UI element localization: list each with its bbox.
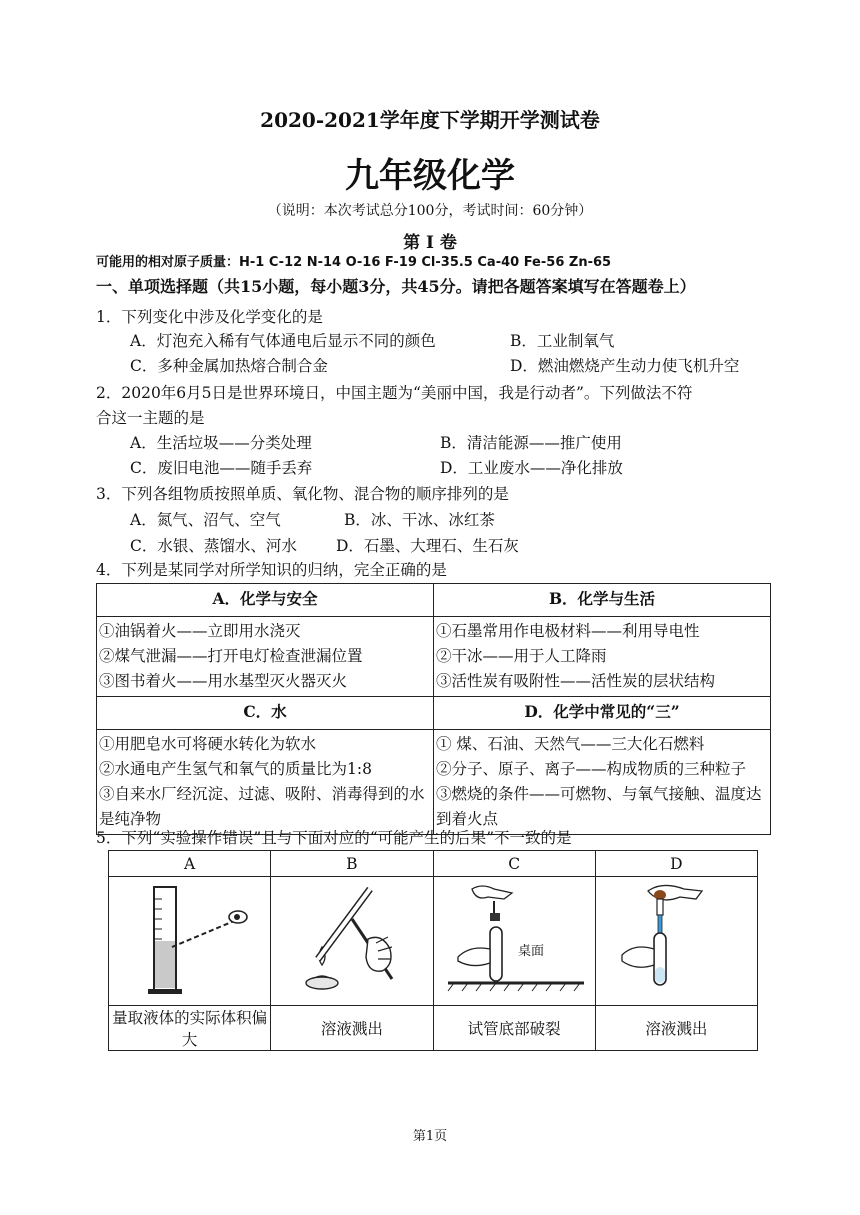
q3-option-d: D．石墨、大理石、生石灰	[336, 537, 519, 555]
exam-subtitle: 2020-2021学年度下学期开学测试卷	[260, 108, 600, 132]
q2-stem-line1: 2．2020年6月5日是世界环境日，中国主题为“美丽中国，我是行动者”。下列做法不符	[96, 384, 693, 402]
q5-result-d: 溶液溅出	[595, 1006, 757, 1051]
q2-option-c: C．废旧电池——随手丢弃	[130, 459, 313, 477]
q2-option-a: A．生活垃圾——分类处理	[130, 434, 312, 452]
q4-b-line: ③活性炭有吸附性——活性炭的层状结构	[436, 672, 716, 690]
exam-title: 九年级化学	[345, 156, 515, 196]
q4-d-line: ②分子、原子、离子——构成物质的三种粒子	[436, 760, 747, 778]
q4-cell-a	[97, 617, 434, 697]
dropper-test-tube-illustration	[596, 879, 756, 999]
q4-table	[96, 583, 771, 835]
q3-option-b: B．冰、干冰、冰红茶	[344, 511, 495, 529]
q4-c-line: ②水通电产生氢气和氧气的质量比为1:8	[99, 760, 372, 778]
q4-cell-c	[97, 730, 434, 835]
q1-option-c: C．多种金属加热熔合制合金	[130, 357, 328, 375]
volume-label: 第 I 卷	[403, 233, 457, 253]
desk-label: 桌面	[518, 944, 545, 959]
q4-head-d: D．化学中常见的“三”	[434, 697, 771, 730]
q4-stem: 4．下列是某同学对所学知识的归纳，完全正确的是	[96, 561, 447, 579]
q4-b-line: ①石墨常用作电极材料——利用导电性	[436, 622, 700, 640]
q1-option-d: D．燃油燃烧产生动力使飞机升空	[510, 357, 740, 375]
q4-d-line: ① 煤、石油、天然气——三大化石燃料	[436, 735, 705, 753]
q5-stem: 5．下列“实验操作错误”且与下面对应的“可能产生的后果”不一致的是	[96, 829, 572, 847]
q2-option-d: D．工业废水——净化排放	[440, 459, 623, 477]
q1-stem: 1．下列变化中涉及化学变化的是	[96, 308, 323, 326]
test-tube-desk-illustration	[434, 879, 594, 999]
q2-stem-line2: 合这一主题的是	[96, 409, 205, 427]
q5-image-b	[271, 877, 433, 1006]
q4-cell-b	[434, 617, 771, 697]
q4-head-a: A．化学与安全	[97, 584, 434, 617]
q3-option-a: A．氮气、沼气、空气	[130, 511, 281, 529]
exam-note: （说明：本次考试总分100分，考试时间：60分钟）	[267, 203, 593, 219]
atomic-masses: 可能用的相对原子质量：H-1 C-12 N-14 O-16 F-19 Cl-35.5 Ca-40 Fe-56 Zn-65	[96, 255, 612, 270]
q1-option-a: A．灯泡充入稀有气体通电后显示不同的颜色	[130, 332, 436, 350]
q4-head-b: B．化学与生活	[434, 584, 771, 617]
q4-d-line: ③燃烧的条件——可燃物、与氧气接触、温度达到着火点	[436, 785, 762, 828]
q5-col-b: B	[271, 851, 433, 877]
q1-option-b: B．工业制氧气	[510, 332, 615, 350]
q3-option-c: C．水银、蒸馏水、河水	[130, 537, 297, 555]
q5-table	[108, 850, 758, 1051]
graduated-cylinder-illustration	[110, 879, 270, 999]
q4-b-line: ②干冰——用于人工降雨	[436, 647, 607, 665]
q4-a-line: ②煤气泄漏——打开电灯检查泄漏位置	[99, 647, 363, 665]
q5-image-a	[109, 877, 271, 1006]
q5-result-a: 量取液体的实际体积偏大	[109, 1006, 271, 1051]
page-number: 第1页	[412, 1129, 448, 1144]
q3-stem: 3．下列各组物质按照单质、氧化物、混合物的顺序排列的是	[96, 485, 509, 503]
q5-col-c: C	[433, 851, 595, 877]
q4-a-line: ①油锅着火——立即用水浇灭	[99, 622, 301, 640]
section-title: 一、单项选择题（共15小题，每小题3分，共45分。请把各题答案填写在答题卷上）	[96, 277, 696, 296]
q5-result-c: 试管底部破裂	[433, 1006, 595, 1051]
heating-test-tube-illustration	[272, 879, 432, 999]
q4-cell-d	[434, 730, 771, 835]
q5-col-a: A	[109, 851, 271, 877]
q5-col-d: D	[595, 851, 757, 877]
q4-c-line: ①用肥皂水可将硬水转化为软水	[99, 735, 317, 753]
q4-head-c: C．水	[97, 697, 434, 730]
q5-image-d	[595, 877, 757, 1006]
q5-image-c	[433, 877, 595, 1006]
q4-a-line: ③图书着火——用水基型灭火器灭火	[99, 672, 348, 690]
q5-result-b: 溶液溅出	[271, 1006, 433, 1051]
q4-c-line: ③自来水厂经沉淀、过滤、吸附、消毒得到的水是纯净物	[99, 785, 425, 828]
q2-option-b: B．清洁能源——推广使用	[440, 434, 622, 452]
